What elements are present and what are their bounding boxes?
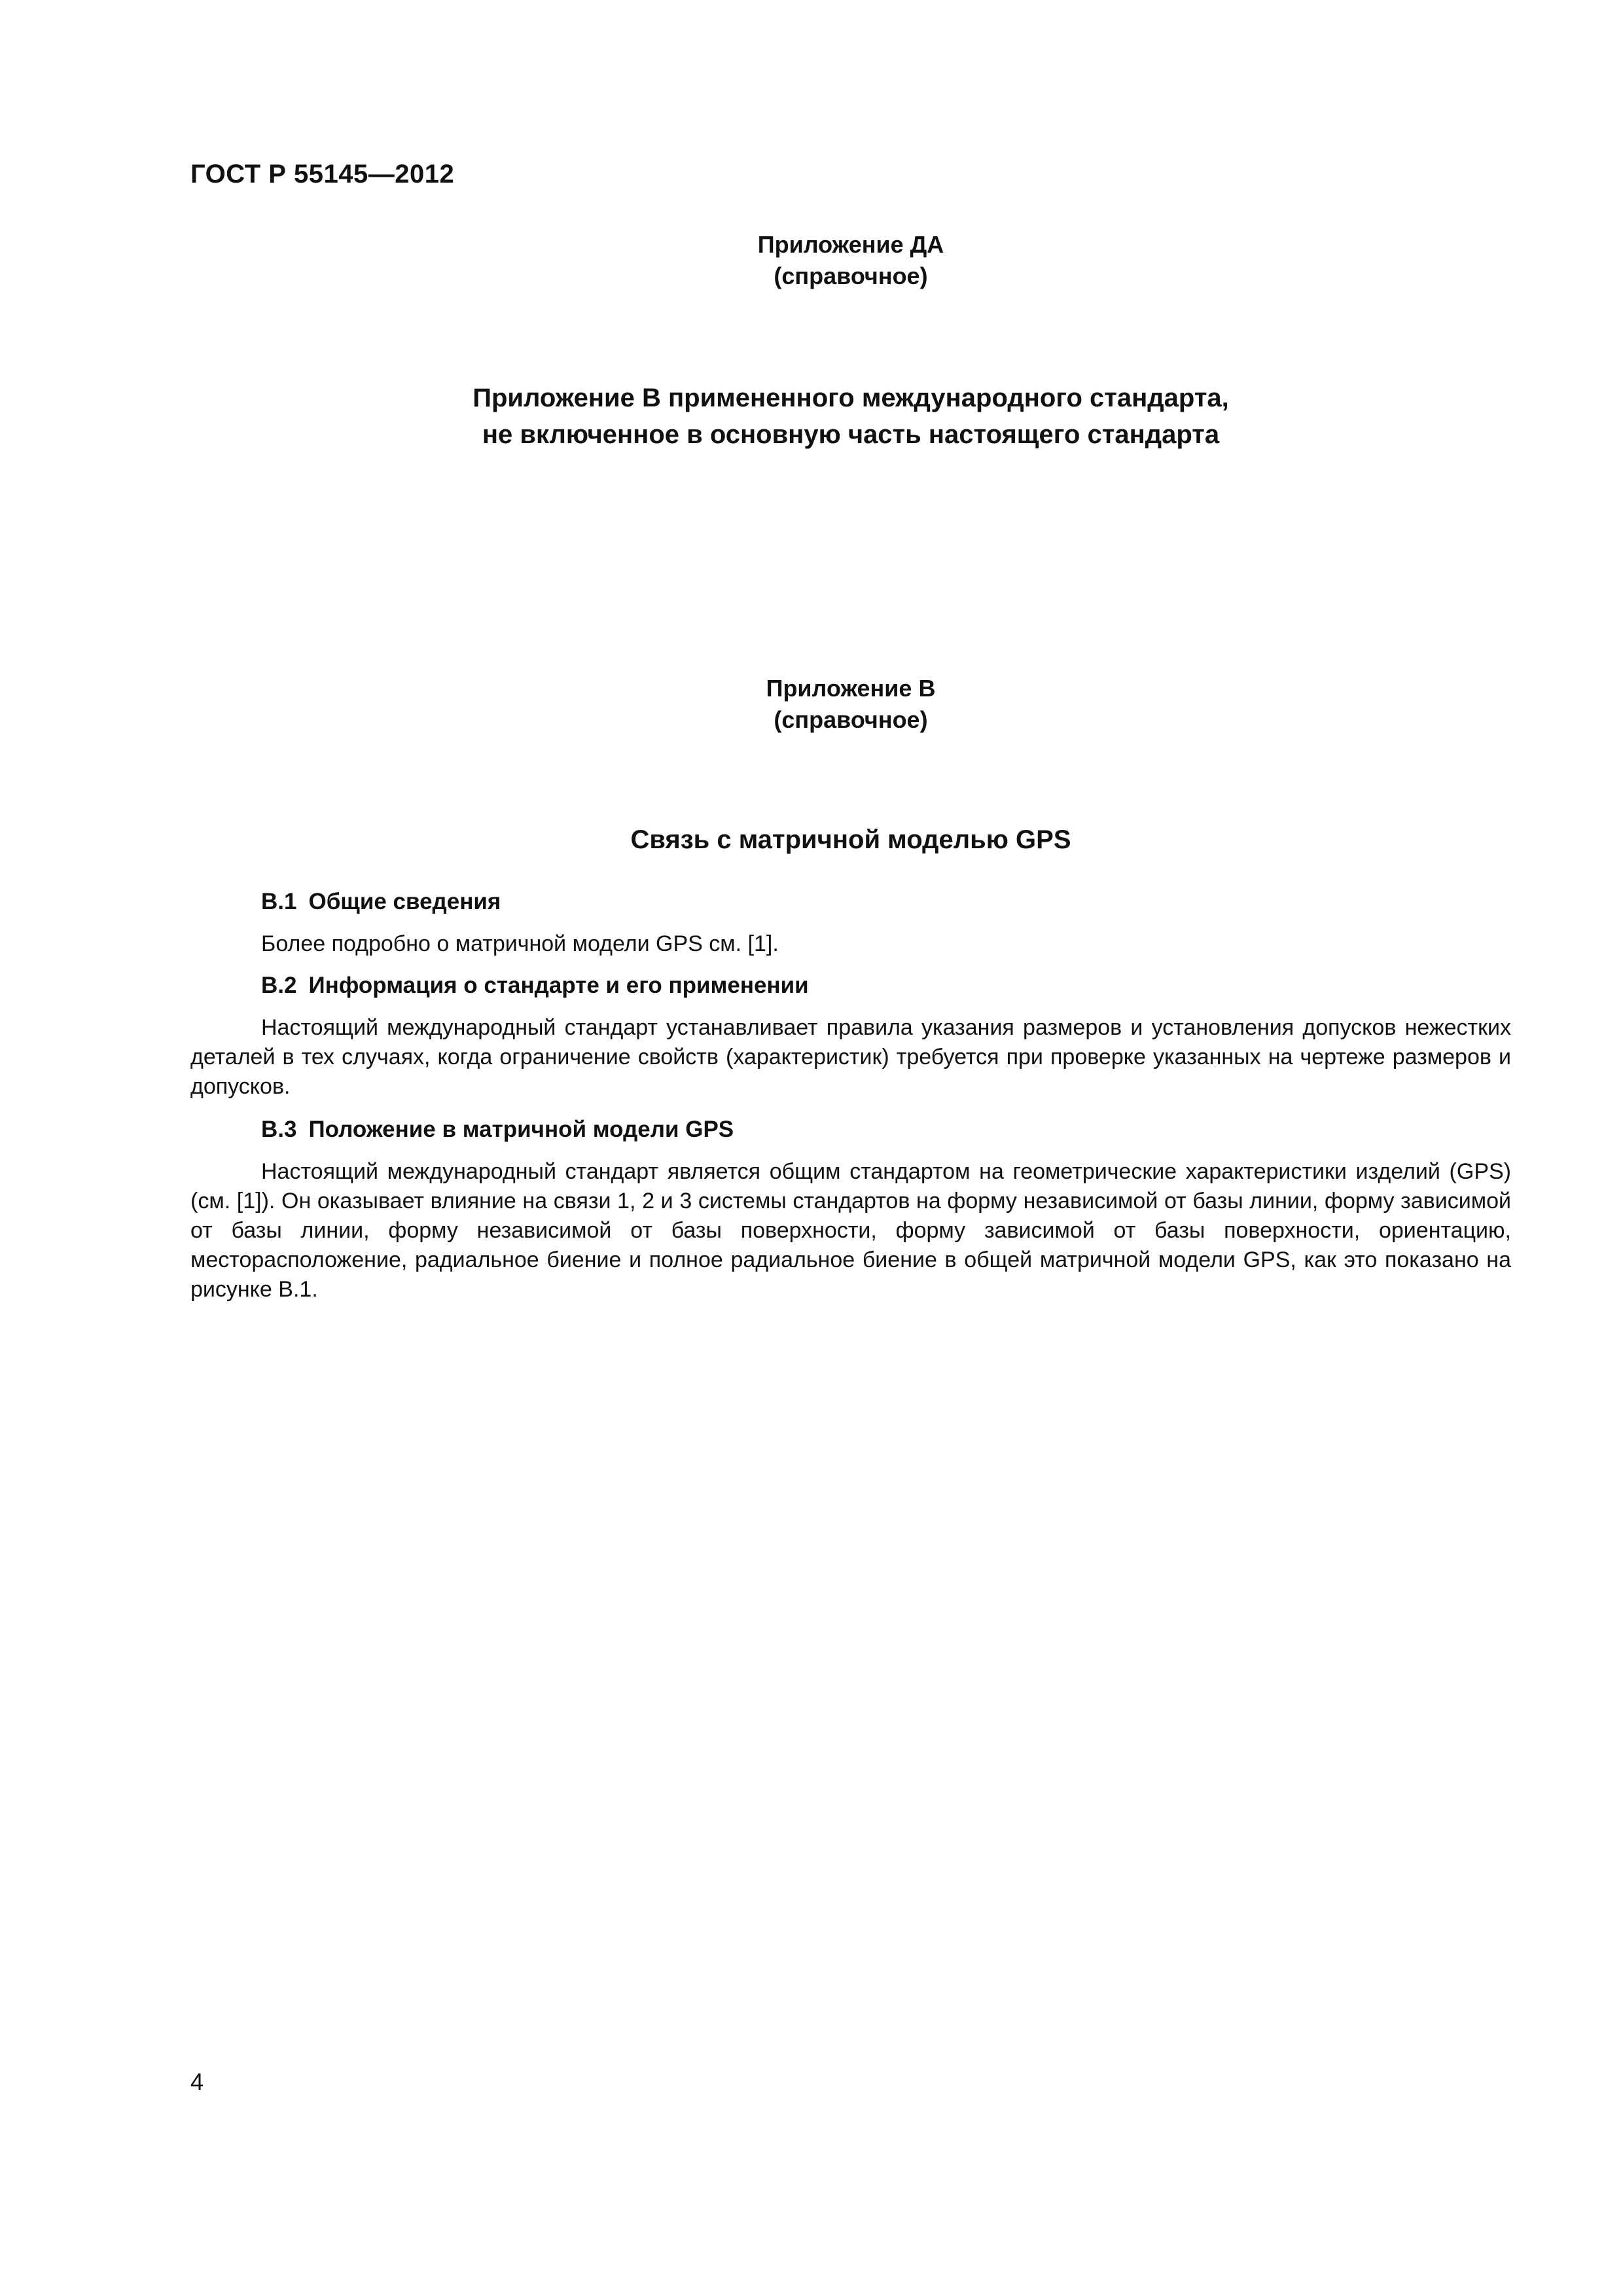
section-b3-heading (190, 1115, 1511, 1144)
main-title-line-1: Приложение В примененного международного стандарта, (473, 384, 1229, 412)
section-b2-title: Информация о стандарте и его применении (308, 973, 809, 998)
appendix-da-type: (справочное) (774, 262, 928, 289)
appendix-b-type: (справочное) (774, 706, 928, 733)
section-b1-number: В.1 (261, 889, 297, 914)
section-b2-text-block (190, 1013, 1511, 1102)
section-b3-number: В.3 (261, 1117, 297, 1142)
section-b3-title: Положение в матричной модели GPS (308, 1117, 734, 1142)
appendix-da-title: Приложение ДА (757, 231, 944, 258)
appendix-b-title: Приложение В (766, 675, 936, 702)
section-b3-text-block (190, 1157, 1511, 1304)
main-title-line-2: не включенное в основную часть настоящего стандарта (482, 420, 1220, 449)
page-number: 4 (190, 2068, 204, 2095)
section-b1-title: Общие сведения (308, 889, 501, 914)
section-b2-number: В.2 (261, 973, 297, 998)
document-code: ГОСТ Р 55145—2012 (190, 160, 455, 188)
section-b1-heading (190, 887, 1511, 916)
section-title: Связь с матричной моделью GPS (630, 825, 1071, 854)
appendix-content (190, 0, 1511, 2296)
section-b2-heading (190, 971, 1511, 1000)
section-b2-text: Настоящий международный стандарт устанавливает правила указания размеров и установления допусков нежестких деталей в тех случаях, когда ограничение свойств (характеристик) требуется при проверке указанных на чертеже размеров и допусков. (190, 1015, 1511, 1099)
section-b3-text: Настоящий международный стандарт является общим стандартом на геометрические характеристики изделий (GPS) (см. [1]). Он оказывает влияние на связи 1, 2 и 3 системы стандартов на форму независимой от базы линии, форму зависимой от базы линии, форму независимой от базы поверхности, форму зависимой от базы поверхности, ориентацию, месторасположение, радиальное биение и полное радиальное биение в общей матричной модели GPS, как это показано на рисунке В.1. (190, 1159, 1511, 1302)
section-b1-text: Более подробно о матричной модели GPS см. [1]. (261, 931, 779, 956)
section-b1-text-block (190, 929, 1511, 959)
